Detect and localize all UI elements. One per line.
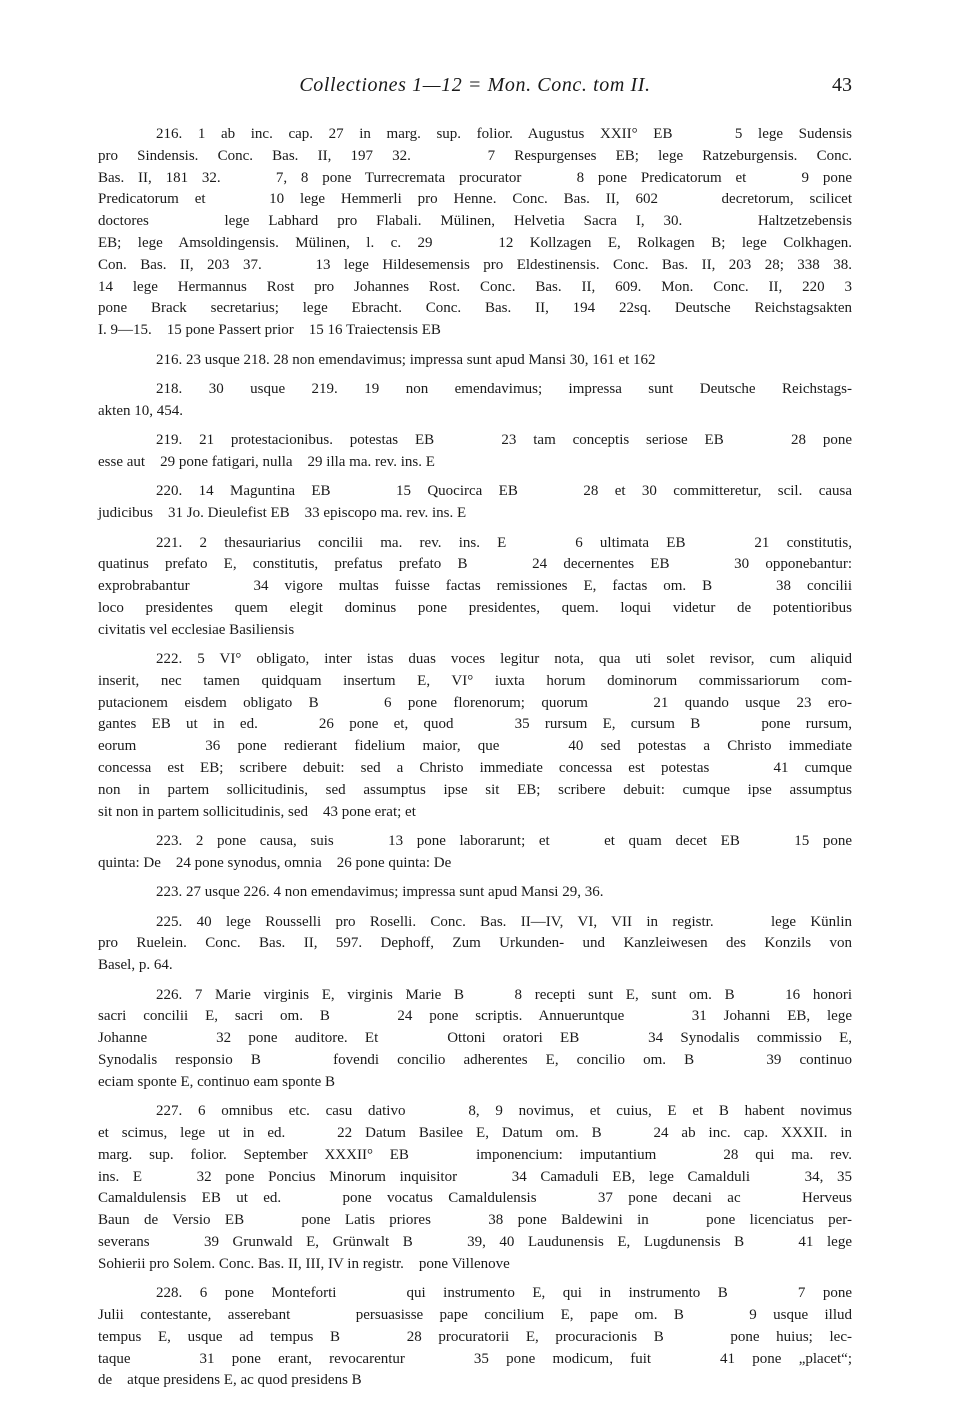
note-line: Con. Bas. II, 203 37. 13 lege Hildesemensis pro Eldestinensis. Conc. Bas. II, 203 28; 338 38.	[98, 256, 852, 273]
note-line: 226. 7 Marie virginis E, virginis Marie B 8 recepti sunt E, sunt om. B 16 honori	[156, 986, 852, 1003]
note-line: sit non in partem sollicitudinis, sed 43 pone erat; et	[98, 803, 416, 820]
note-line: de atque presidens E, ac quod presidens B	[98, 1372, 362, 1389]
note-line: 221. 2 thesauriarius concilii ma. rev. ins. E 6 ultimata EB 21 constitutis,	[156, 534, 852, 551]
note-line: Camaldulensis EB ut ed. pone vocatus Camaldulensis 37 pone decani ac Herveus	[98, 1190, 852, 1207]
apparatus-note	[98, 882, 852, 904]
note-line: concessa est EB; scribere debuit: sed a Christo immediate concessa est potestas 41 cumque	[98, 760, 852, 777]
apparatus-note	[98, 481, 852, 525]
note-line: sacri concilii E, sacri om. B 24 pone scriptis. Annueruntque 31 Johanni EB, lege	[98, 1008, 852, 1025]
apparatus-note	[98, 985, 852, 1094]
note-line: eciam sponte E, continuo eam sponte B	[98, 1073, 336, 1090]
note-line: akten 10, 454.	[98, 402, 183, 419]
apparatus-note	[98, 1101, 852, 1275]
note-line: esse aut 29 pone fatigari, nulla 29 illa ma. rev. ins. E	[98, 453, 435, 470]
note-line: quinta: De 24 pone synodus, omnia 26 pone quinta: De	[98, 854, 452, 871]
note-line: pone Brack secretarius; lege Ebracht. Conc. Bas. II, 194 22sq. Deutsche Reichstagsakten	[98, 300, 852, 317]
note-line: Basel, p. 64.	[98, 957, 173, 974]
note-line: ins. E 32 pone Poncius Minorum inquisitor 34 Camaduli EB, lege Camalduli 34, 35	[98, 1168, 852, 1185]
note-line: et scimus, lege ut in ed. 22 Datum Basilee E, Datum om. B 24 ab inc. cap. XXXII. in	[98, 1125, 852, 1141]
note-line: judicibus 31 Jo. Dieulefist EB 33 episcopo ma. rev. ins. E	[98, 505, 467, 522]
note-line: 225. 40 lege Rousselli pro Roselli. Conc. Bas. II—IV, VI, VII in registr. lege Künlin	[156, 913, 852, 930]
note-line: 223. 27 usque 226. 4 non emendavimus; impressa sunt apud Mansi 29, 36.	[156, 884, 604, 901]
note-line: pro Sindensis. Conc. Bas. II, 197 32. 7 Respurgenses EB; lege Ratzeburgensis. Conc.	[98, 147, 852, 164]
note-line: Julii contestante, asserebant persuasisse pape concilium E, pape om. B 9 usque illud	[98, 1306, 852, 1323]
note-line: gantes EB ut in ed. 26 pone et, quod 35 rursum E, cursum B pone rursum,	[98, 716, 852, 733]
apparatus-note	[98, 350, 852, 372]
note-line: Bas. II, 181 32. 7, 8 pone Turrecremata procurator 8 pone Predicatorum et 9 pone	[98, 169, 852, 186]
note-line: 216. 23 usque 218. 28 non emendavimus; impressa sunt apud Mansi 30, 161 et 162	[156, 351, 656, 368]
apparatus-note	[98, 912, 852, 977]
apparatus-note	[98, 831, 852, 875]
note-line: doctores lege Labhard pro Flabali. Mülinen, Helvetia Sacra I, 30. Haltzetzebensis	[98, 213, 852, 230]
note-line: putacionem eisdem obligato B 6 pone florenorum; quorum 21 quando usque 23 ero-	[98, 694, 852, 711]
note-line: pro Ruelein. Conc. Bas. II, 597. Dephoff, Zum Urkunden- und Kanzleiwesen des Konzils von	[98, 935, 852, 952]
running-title: Collectiones 1—12 = Mon. Conc. tom II.	[299, 74, 651, 96]
note-line: loco presidentes quem elegit dominus pone presidentes, quem. loqui videtur de potentioribus	[98, 599, 852, 616]
note-line: non in partem sollicitudinis, sed assumptus ipse sit EB; scribere debuit: cumque ipse assumptus	[98, 781, 852, 798]
note-line: civitatis vel ecclesiae Basiliensis	[98, 621, 295, 638]
note-line: 228. 6 pone Monteforti qui instrumento E, qui in instrumento B 7 pone	[156, 1285, 852, 1302]
apparatus-note	[98, 379, 852, 423]
note-line: 220. 14 Maguntina EB 15 Quocirca EB 28 et 30 committeretur, scil. causa	[156, 483, 852, 500]
note-line: quatinus prefato E, constitutis, prefatus prefato B 24 decernentes EB 30 opponebantur:	[98, 556, 852, 573]
note-line: 218. 30 usque 219. 19 non emendavimus; impressa sunt Deutsche Reichstags-	[156, 380, 852, 397]
note-line: exprobrabantur 34 vigore multas fuisse factas remissiones E, factas om. B 38 concilii	[98, 578, 852, 595]
apparatus-note	[98, 649, 852, 823]
note-line: Johanne 32 pone auditore. Et Ottoni oratori EB 34 Synodalis commissio E,	[98, 1030, 852, 1047]
note-line: inserit, nec tamen quidquam insertum E, VI° iuxta horum dominorum commissariorum com-	[98, 672, 852, 689]
note-line: EB; lege Amsoldingensis. Mülinen, l. c. 29 12 Kollzagen E, Rolkagen B; lege Colkhagen.	[98, 234, 852, 251]
note-line: Baun de Versio EB pone Latis priores 38 pone Baldewini in pone licenciatus per-	[98, 1212, 852, 1229]
note-line: tempus E, usque ad tempus B 28 procuratorii E, procuracionis B pone huius; lec-	[98, 1328, 852, 1345]
note-line: taque 31 pone erant, revocarentur 35 pone modicum, fuit 41 pone „placet“;	[98, 1350, 852, 1367]
apparatus-note	[98, 430, 852, 474]
note-line: 216. 1 ab inc. cap. 27 in marg. sup. folior. Augustus XXII° EB 5 lege Sudensis	[156, 126, 852, 142]
note-line: I. 9—15. 15 pone Passert prior 15 16 Traiectensis EB	[98, 322, 441, 339]
apparatus-note	[98, 124, 852, 342]
note-line: marg. sup. folior. September XXXII° EB imponencium: imputantium 28 qui ma. rev.	[98, 1146, 852, 1163]
page-header	[98, 74, 852, 102]
note-line: eorum 36 pone redierant fidelium maior, que 40 sed potestas a Christo immediate	[98, 738, 852, 755]
apparatus-note	[98, 533, 852, 642]
note-line: 219. 21 protestacionibus. potestas EB 23 tam conceptis seriose EB 28 pone	[156, 432, 852, 449]
note-line: Predicatorum et 10 lege Hemmerli pro Henne. Conc. Bas. II, 602 decretorum, scilicet	[98, 191, 852, 208]
note-line: 223. 2 pone causa, suis 13 pone laborarunt; et et quam decet EB 15 pone	[156, 833, 852, 850]
page-number: 43	[832, 74, 852, 96]
note-line: 222. 5 VI° obligato, inter istas duas voces legitur nota, qua uti solet revisor, cum aliquid	[156, 651, 852, 668]
note-line: Sohierii pro Solem. Conc. Bas. II, III, IV in registr. pone Villenove	[98, 1255, 510, 1272]
note-line: Synodalis responsio B fovendi concilio adherentes E, concilio om. B 39 continuo	[98, 1052, 852, 1069]
note-line: 14 lege Hermannus Rost pro Johannes Rost. Conc. Bas. II, 609. Mon. Conc. II, 220 3	[98, 278, 852, 295]
critical-apparatus	[98, 124, 852, 1400]
apparatus-note	[98, 1283, 852, 1392]
note-line: 227. 6 omnibus etc. casu dativo 8, 9 novimus, et cuius, E et B habent novimus	[156, 1103, 852, 1120]
note-line: severans 39 Grunwald E, Grünwalt B 39, 40 Laudunensis E, Lugdunensis B 41 lege	[98, 1233, 852, 1250]
